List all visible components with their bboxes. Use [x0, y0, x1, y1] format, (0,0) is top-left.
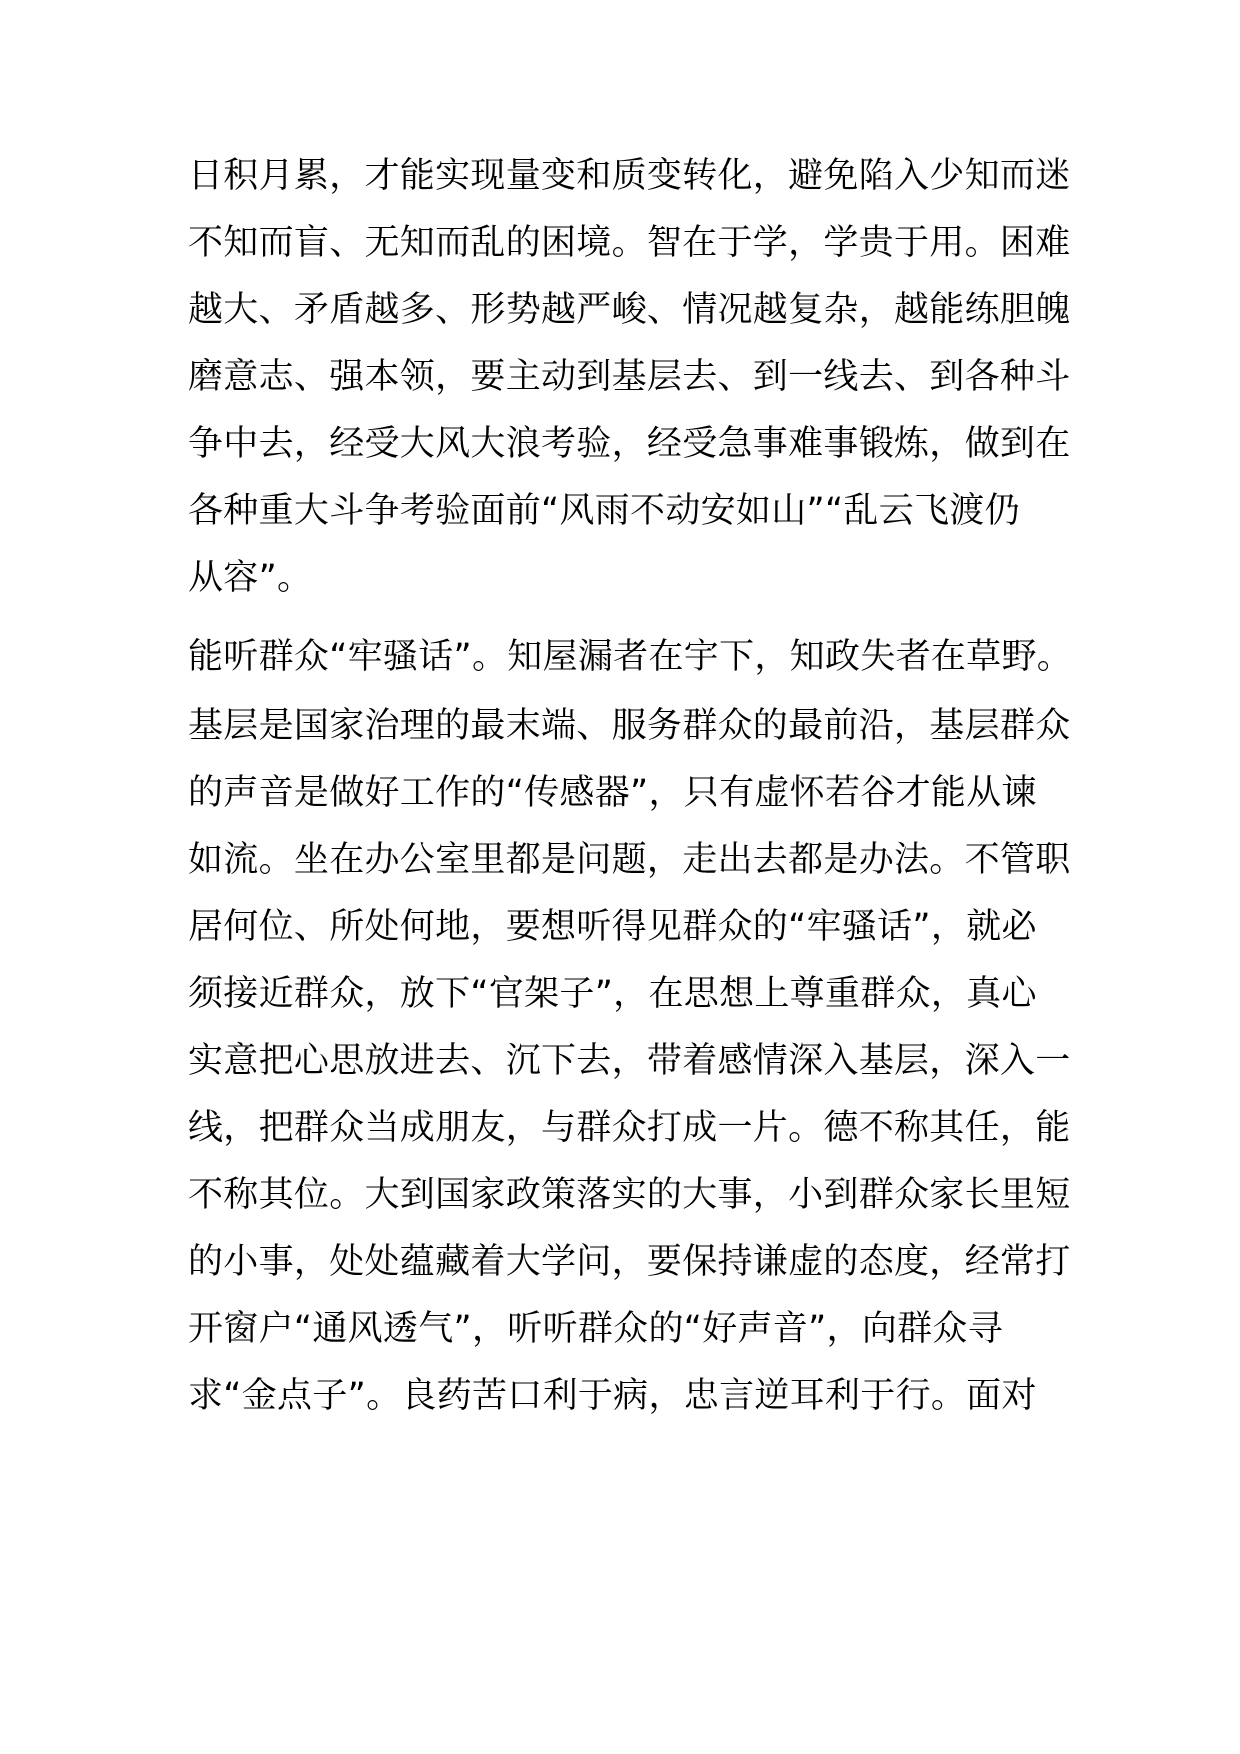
paragraph-1-line-4: 磨意志、强本领，要主动到基层去、到一线去、到各种斗: [188, 357, 1071, 397]
paragraph-1-line-7: 从容”。: [188, 558, 313, 598]
paragraph-1-line-3: 越大、矛盾越多、形势越严峻、情况越复杂，越能练胆魄: [188, 290, 1071, 330]
paragraph-2-line-2: 基层是国家治理的最末端、服务群众的最前沿，基层群众: [188, 706, 1071, 746]
paragraph-2-line-1: 能听群众“牢骚话”。知屋漏者在宇下，知政失者在草野。: [188, 637, 1073, 677]
paragraph-1-line-2: 不知而盲、无知而乱的困境。智在于学，学贵于用。困难: [188, 223, 1071, 263]
paragraph-2-line-4: 如流。坐在办公室里都是问题，走出去都是办法。不管职: [188, 840, 1071, 880]
paragraph-2-line-12: 求“金点子”。良药苦口利于病，忠言逆耳利于行。面对: [188, 1376, 1037, 1416]
paragraph-2-line-3: 的声音是做好工作的“传感器”，只有虚怀若谷才能从谏: [188, 773, 1037, 813]
paragraph-2-line-5: 居何位、所处何地，要想听得见群众的“牢骚话”，就必: [188, 907, 1037, 947]
paragraph-1-line-5: 争中去，经受大风大浪考验，经受急事难事锻炼，做到在: [188, 424, 1071, 464]
paragraph-2-line-8: 线，把群众当成朋友，与群众打成一片。德不称其任，能: [188, 1108, 1071, 1148]
paragraph-2-line-6: 须接近群众，放下“官架子”，在思想上尊重群众，真心: [188, 974, 1037, 1014]
paragraph-1-line-6: 各种重大斗争考验面前“风雨不动安如山”“乱云飞渡仍: [188, 491, 1020, 531]
paragraph-2-line-7: 实意把心思放进去、沉下去，带着感情深入基层，深入一: [188, 1041, 1071, 1081]
paragraph-2-line-11: 开窗户“通风透气”，听听群众的“好声音”，向群众寻: [188, 1309, 1004, 1349]
paragraph-2-line-9: 不称其位。大到国家政策落实的大事，小到群众家长里短: [188, 1175, 1071, 1215]
paragraph-2-line-10: 的小事，处处蕴藏着大学问，要保持谦虚的态度，经常打: [188, 1242, 1071, 1282]
paragraph-1-line-1: 日积月累，才能实现量变和质变转化，避免陷入少知而迷: [188, 156, 1071, 196]
